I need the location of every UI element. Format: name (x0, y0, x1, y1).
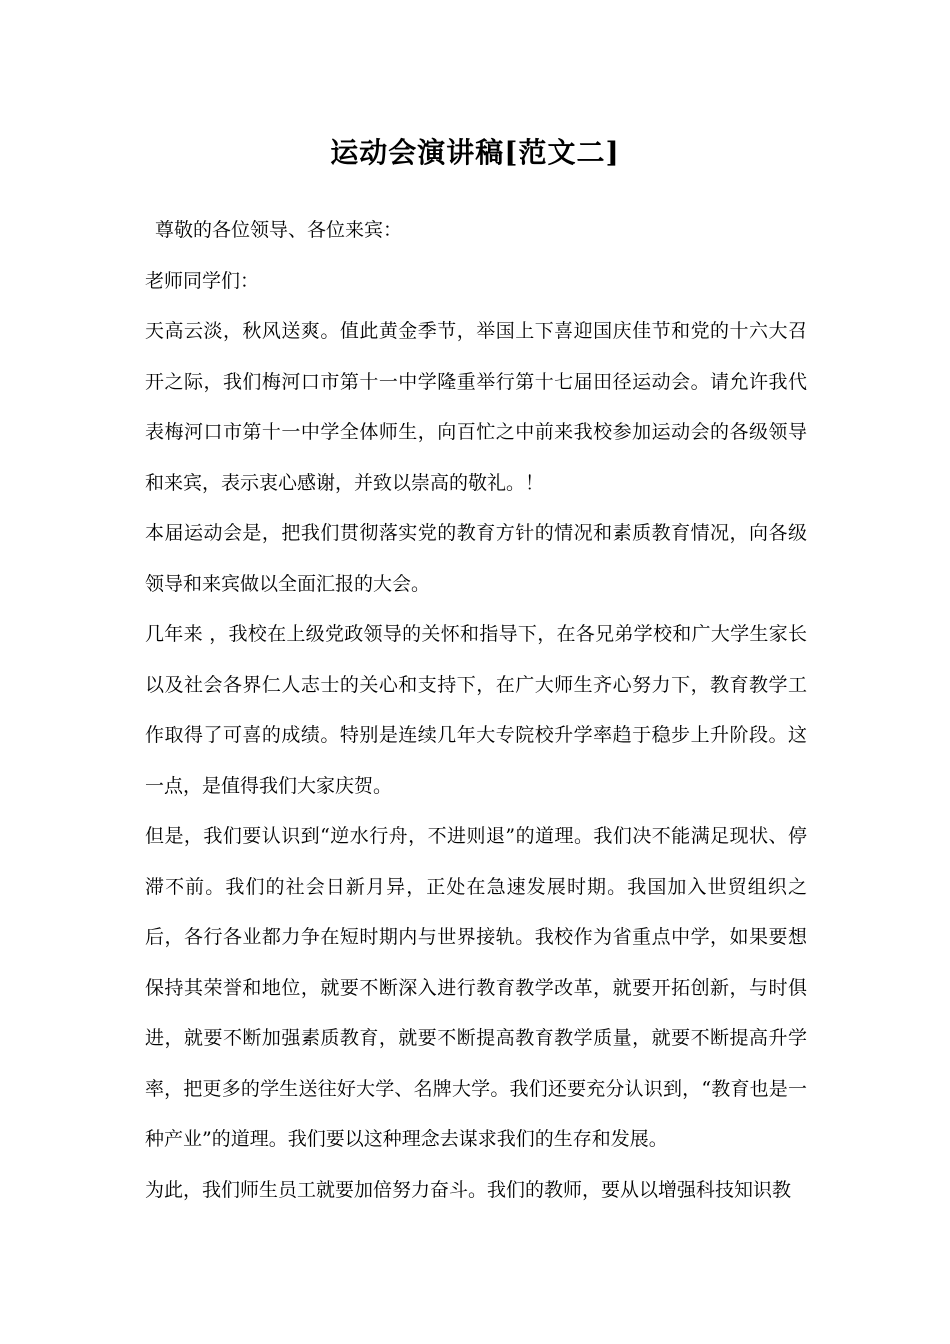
paragraph-greeting: 尊敬的各位领导、各位来宾： (155, 219, 403, 241)
document-title: 运动会演讲稿[范文二] (330, 136, 620, 169)
paragraph-call-to-action: 为此，我们师生员工就要加倍努力奋斗。我们的教师，要从以增强科技知识教 (145, 1178, 792, 1201)
paragraph-salutation: 老师同学们： (145, 269, 260, 292)
paragraph-achievements: 几年来 ，我校在上级党政领导的关怀和指导下，在各兄弟学校和广大学生家长以及社会各界仁人志士的关心和支持下，在广大师生齐心努力下，教育教学工作取得了可喜的成绩。特别是连续几年大专院校升学率趋于稳步上升阶段。这一点，是值得我们大家庆贺。 (145, 623, 807, 797)
document-body (145, 205, 807, 1215)
paragraph-challenges: 但是，我们要认识到“逆水行舟，不进则退”的道理。我们决不能满足现状、停滞不前。我们的社会日新月异，正处在急速发展时期。我国加入世贸组织之后，各行各业都力争在短时期内与世界接轨。我校作为省重点中学，如果要想保持其荣誉和地位，就要不断深入进行教育教学改革，就要开拓创新，与时俱进，就要不断加强素质教育，就要不断提高教育教学质量，就要不断提高升学率，把更多的学生送往好大学、名牌大学。我们还要充分认识到，“教育也是一种产业”的道理。我们要以这种理念去谋求我们的生存和发展。 (145, 825, 807, 1150)
paragraph-purpose: 本届运动会是，把我们贯彻落实党的教育方针的情况和素质教育情况，向各级领导和来宾做以全面汇报的大会。 (145, 522, 807, 595)
paragraph-opening: 天高云淡，秋风送爽。值此黄金季节，举国上下喜迎国庆佳节和党的十六大召开之际，我们梅河口市第十一中学隆重举行第十七届田径运动会。请允许我代表梅河口市第十一中学全体师生，向百忙之中前来我校参加运动会的各级领导和来宾，表示衷心感谢，并致以崇高的敬礼。！ (145, 320, 807, 494)
